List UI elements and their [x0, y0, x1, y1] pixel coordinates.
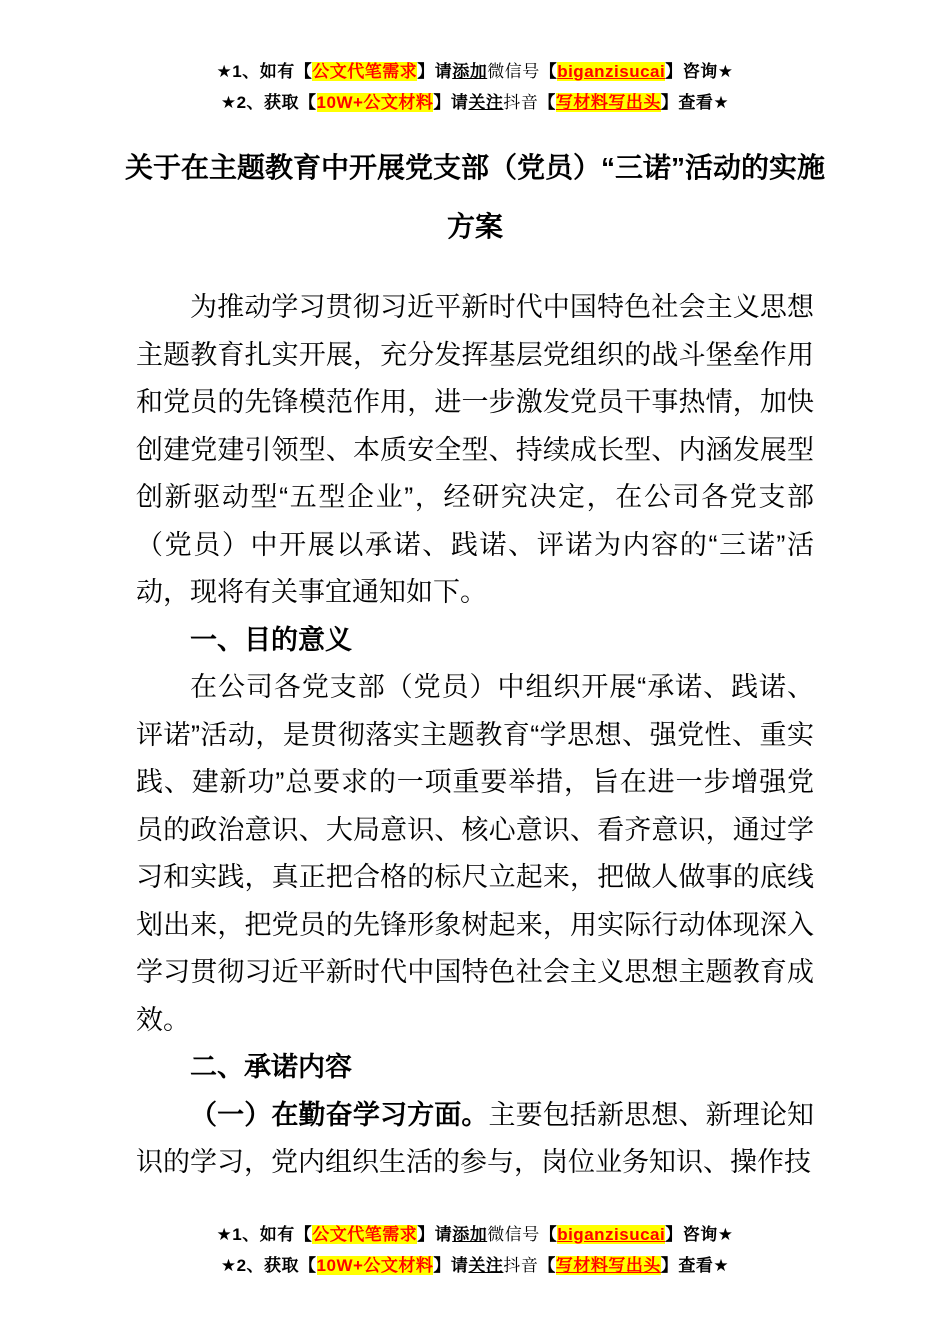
banner-text: 【 [539, 1224, 558, 1244]
item-text: 主要包括新思想、新理论知识的学习，党内组织生活的参与，岗位业务知识、操作技 [136, 1099, 814, 1177]
banner-text: 抖音 [503, 1255, 539, 1275]
banner-text: 】咨询★ [665, 62, 734, 81]
douyin-account: 写材料写出头 [555, 1255, 661, 1275]
banner-text: ★1、如有【 [216, 62, 313, 81]
underline-action: 添加 [452, 62, 488, 81]
document-title: 关于在主题教育中开展党支部（党员）“三诺”活动的实施方案 [124, 152, 825, 242]
item-lead: （一）在勤奋学习方面。 [190, 1099, 489, 1130]
top-promo-banner [0, 0, 950, 118]
underline-action: 关注 [468, 93, 504, 112]
wechat-id: biganzisucai [557, 62, 666, 81]
banner-text: 】请 [433, 93, 469, 112]
highlight-keyword: 公文代笔需求 [312, 1224, 418, 1244]
banner-text: 】咨询★ [665, 1224, 734, 1244]
wechat-id: biganzisucai [557, 1224, 666, 1244]
banner-text: 】请 [417, 62, 453, 81]
banner-line-2 [0, 1250, 950, 1281]
banner-text: ★2、获取【 [220, 93, 317, 112]
banner-text: ★1、如有【 [216, 1224, 313, 1244]
douyin-account: 写材料写出头 [555, 93, 661, 112]
banner-text: 【 [538, 1255, 556, 1275]
document-body [136, 284, 814, 1187]
banner-text: 微信号 [487, 62, 540, 81]
banner-text: 【 [538, 93, 556, 112]
section-2-item-1 [136, 1092, 814, 1187]
section-1-heading: 一、目的意义 [190, 624, 352, 655]
banner-text: 微信号 [487, 1224, 540, 1244]
banner-line-1 [0, 56, 950, 87]
banner-text: ★2、获取【 [220, 1255, 317, 1275]
banner-line-2 [0, 87, 950, 118]
banner-text: 】请 [417, 1224, 453, 1244]
section-1-paragraph: 在公司各党支部（党员）中组织开展“承诺、践诺、评诺”活动，是贯彻落实主题教育“学思想、强党性、重实践、建新功”总要求的一项重要举措，旨在进一步增强党员的政治意识、大局意识、核心意识、看齐意识，通过学习和实践，真正把合格的标尺立起来，把做人做事的底线划出来，把党员的先锋形象树起来，用实际行动体现深入学习贯彻习近平新时代中国特色社会主义思想主题教育成效。 [136, 672, 814, 1035]
highlight-keyword: 10W+公文材料 [316, 93, 434, 112]
underline-action: 添加 [452, 1224, 488, 1244]
banner-line-1 [0, 1219, 950, 1250]
underline-action: 关注 [468, 1255, 504, 1275]
intro-paragraph: 为推动学习贯彻习近平新时代中国特色社会主义思想主题教育扎实开展，充分发挥基层党组织的战斗堡垒作用和党员的先锋模范作用，进一步激发党员干事热情，加快创建党建引领型、本质安全型、持续成长型、内涵发展型创新驱动型“五型企业”，经研究决定，在公司各党支部（党员）中开展以承诺、践诺、评诺为内容的“三诺”活动，现将有关事宜通知如下。 [136, 292, 814, 607]
banner-text: 抖音 [503, 93, 539, 112]
banner-text: 【 [539, 62, 558, 81]
highlight-keyword: 公文代笔需求 [312, 62, 418, 81]
highlight-keyword: 10W+公文材料 [316, 1255, 434, 1275]
bottom-promo-banner [0, 1219, 950, 1281]
section-2-heading: 二、承诺内容 [190, 1052, 352, 1082]
banner-text: 】查看★ [660, 93, 730, 112]
banner-text: 】请 [433, 1255, 469, 1275]
banner-text: 】查看★ [660, 1255, 730, 1275]
